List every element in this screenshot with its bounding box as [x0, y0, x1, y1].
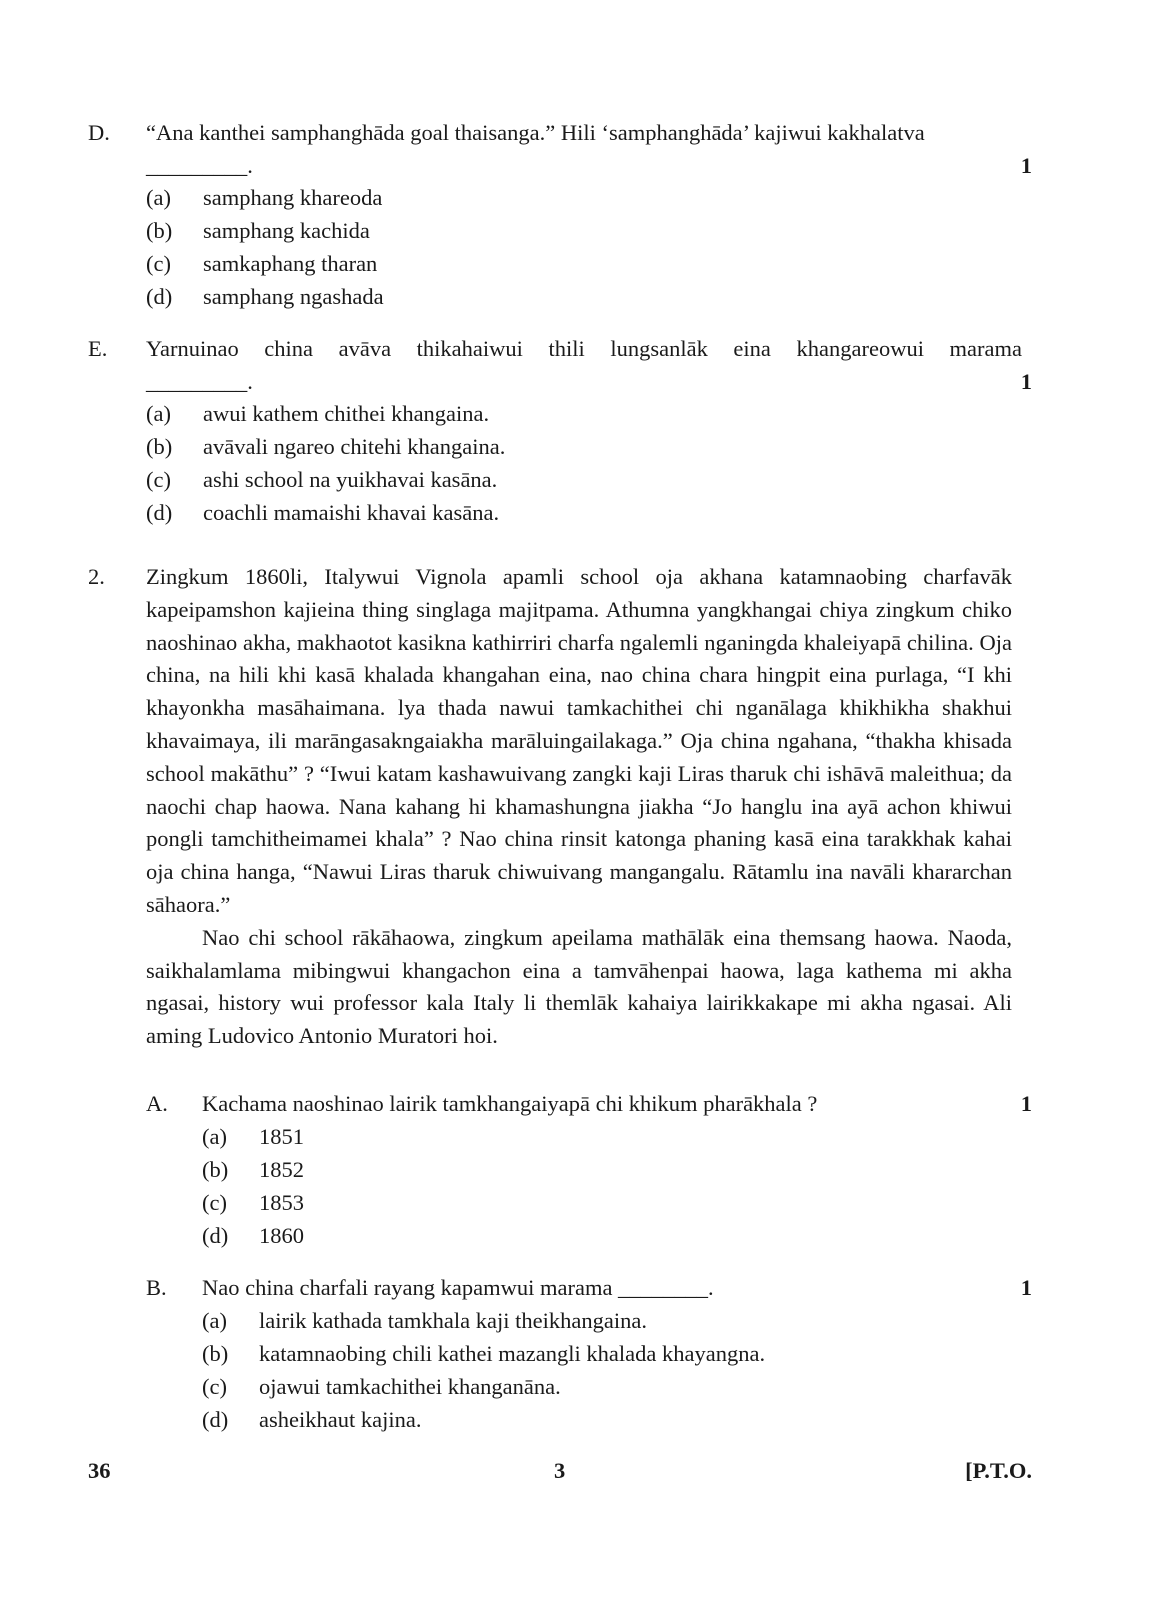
passage-paragraph: Zingkum 1860li, Italywui Vignola apamli school oja akhana katamnaobing charfavāk kapeipamshon kajieina thing singlaga majitpama. Athumna yangkhangai chiya zingkum chiko naoshinao akha, makhaotot kasikna kathirriri charfa ngalemli nganingda khaleiyapā chilina. Oja china, na hili khi kasā khalada khangahan eina, nao china chara hingpit eina purlaga, “I khi khayonkha masāhaimana. lya thada nawui tamkachithei chi nganālaga khikhikha shakhui khavaimaya, ili marāngasakngaiakha marāluingailakaga.” Oja china ngahana, “thakha khisada school makāthu” ? “Iwui katam kashawuivang zangki kaji Liras tharuk chi ishāvā maleithua; da naochi chap haowa. Nana kahang hi khamashungna jiakha “Jo hanglu ina ayā achon khiwui pongli tamchitheimamei khala” ? Nao china rinsit katonga phaning kasā eina tarakkhak kahai oja china hanga, “Nawui Liras tharuk chiwuivang mangangalu. Rātamlu ina navāli khararchan sāhaora.”	[146, 564, 1012, 917]
marks: 1	[1020, 153, 1032, 178]
please-turn-over: [P.T.O.	[965, 1458, 1032, 1483]
option: (d) asheikhaut kajina.	[202, 1407, 422, 1432]
subquestion-stem: Nao china charfali rayang kapamwui marama ________.	[202, 1275, 714, 1300]
option: (a) awui kathem chithei khangaina.	[146, 401, 490, 426]
option: (d) samphang ngashada	[146, 284, 384, 309]
options-list	[146, 397, 505, 529]
question-body	[146, 333, 1022, 398]
subquestion-stem: Kachama naoshinao lairik tamkhangaiyapā chi khikum pharākhala ?	[202, 1091, 818, 1116]
option: (b) samphang kachida	[146, 218, 370, 243]
question-label: E.	[88, 336, 108, 361]
option: (c) 1853	[202, 1190, 304, 1215]
question-label: D.	[88, 120, 110, 145]
option: (b) 1852	[202, 1157, 304, 1182]
answer-blank: _________.	[146, 368, 253, 394]
option: (a) lairik kathada tamkhala kaji theikhangaina.	[202, 1308, 647, 1333]
options-list	[146, 181, 384, 313]
option: (a) samphang khareoda	[146, 185, 383, 210]
comprehension-passage	[146, 561, 1012, 1053]
subquestion-label: A.	[146, 1091, 168, 1116]
option: (c) samkaphang tharan	[146, 251, 378, 276]
option: (b) katamnaobing chili kathei mazangli khalada khayangna.	[202, 1341, 766, 1366]
question-body	[146, 117, 1022, 182]
passage-paragraph: Nao chi school rākāhaowa, zingkum apeilama mathālāk eina themsang haowa. Naoda, saikhalamlama mibingwui khangachon eina a tamvāhenpai haowa, laga kathema mi akha ngasai, history wui professor kala Italy li themlāk kahaiya lairikkakape mi akha ngasai. Ali aming Ludovico Antonio Muratori hoi.	[146, 924, 1012, 1049]
question-stem: Yarnuinao china avāva thikahaiwui thili lungsanlāk eina khangareowui marama	[146, 336, 1022, 361]
marks: 1	[1020, 369, 1032, 394]
option: (d) coachli mamaishi khavai kasāna.	[146, 500, 500, 525]
answer-blank: _________.	[146, 152, 253, 178]
question-stem: “Ana kanthei samphanghāda goal thaisanga.” Hili ‘samphanghāda’ kajiwui kakhalatva	[146, 120, 925, 145]
question-label: 2.	[88, 564, 105, 589]
marks: 1	[1020, 1275, 1032, 1300]
options-list	[202, 1120, 304, 1252]
paper-code: 36	[88, 1458, 111, 1483]
option: (d) 1860	[202, 1223, 304, 1248]
page-number: 3	[554, 1458, 566, 1483]
option: (b) avāvali ngareo chitehi khangaina.	[146, 434, 506, 459]
options-list	[202, 1304, 765, 1436]
subquestion-label: B.	[146, 1275, 167, 1300]
option: (c) ashi school na yuikhavai kasāna.	[146, 467, 498, 492]
option: (c) ojawui tamkachithei khanganāna.	[202, 1374, 561, 1399]
marks: 1	[1020, 1091, 1032, 1116]
option: (a) 1851	[202, 1124, 304, 1149]
